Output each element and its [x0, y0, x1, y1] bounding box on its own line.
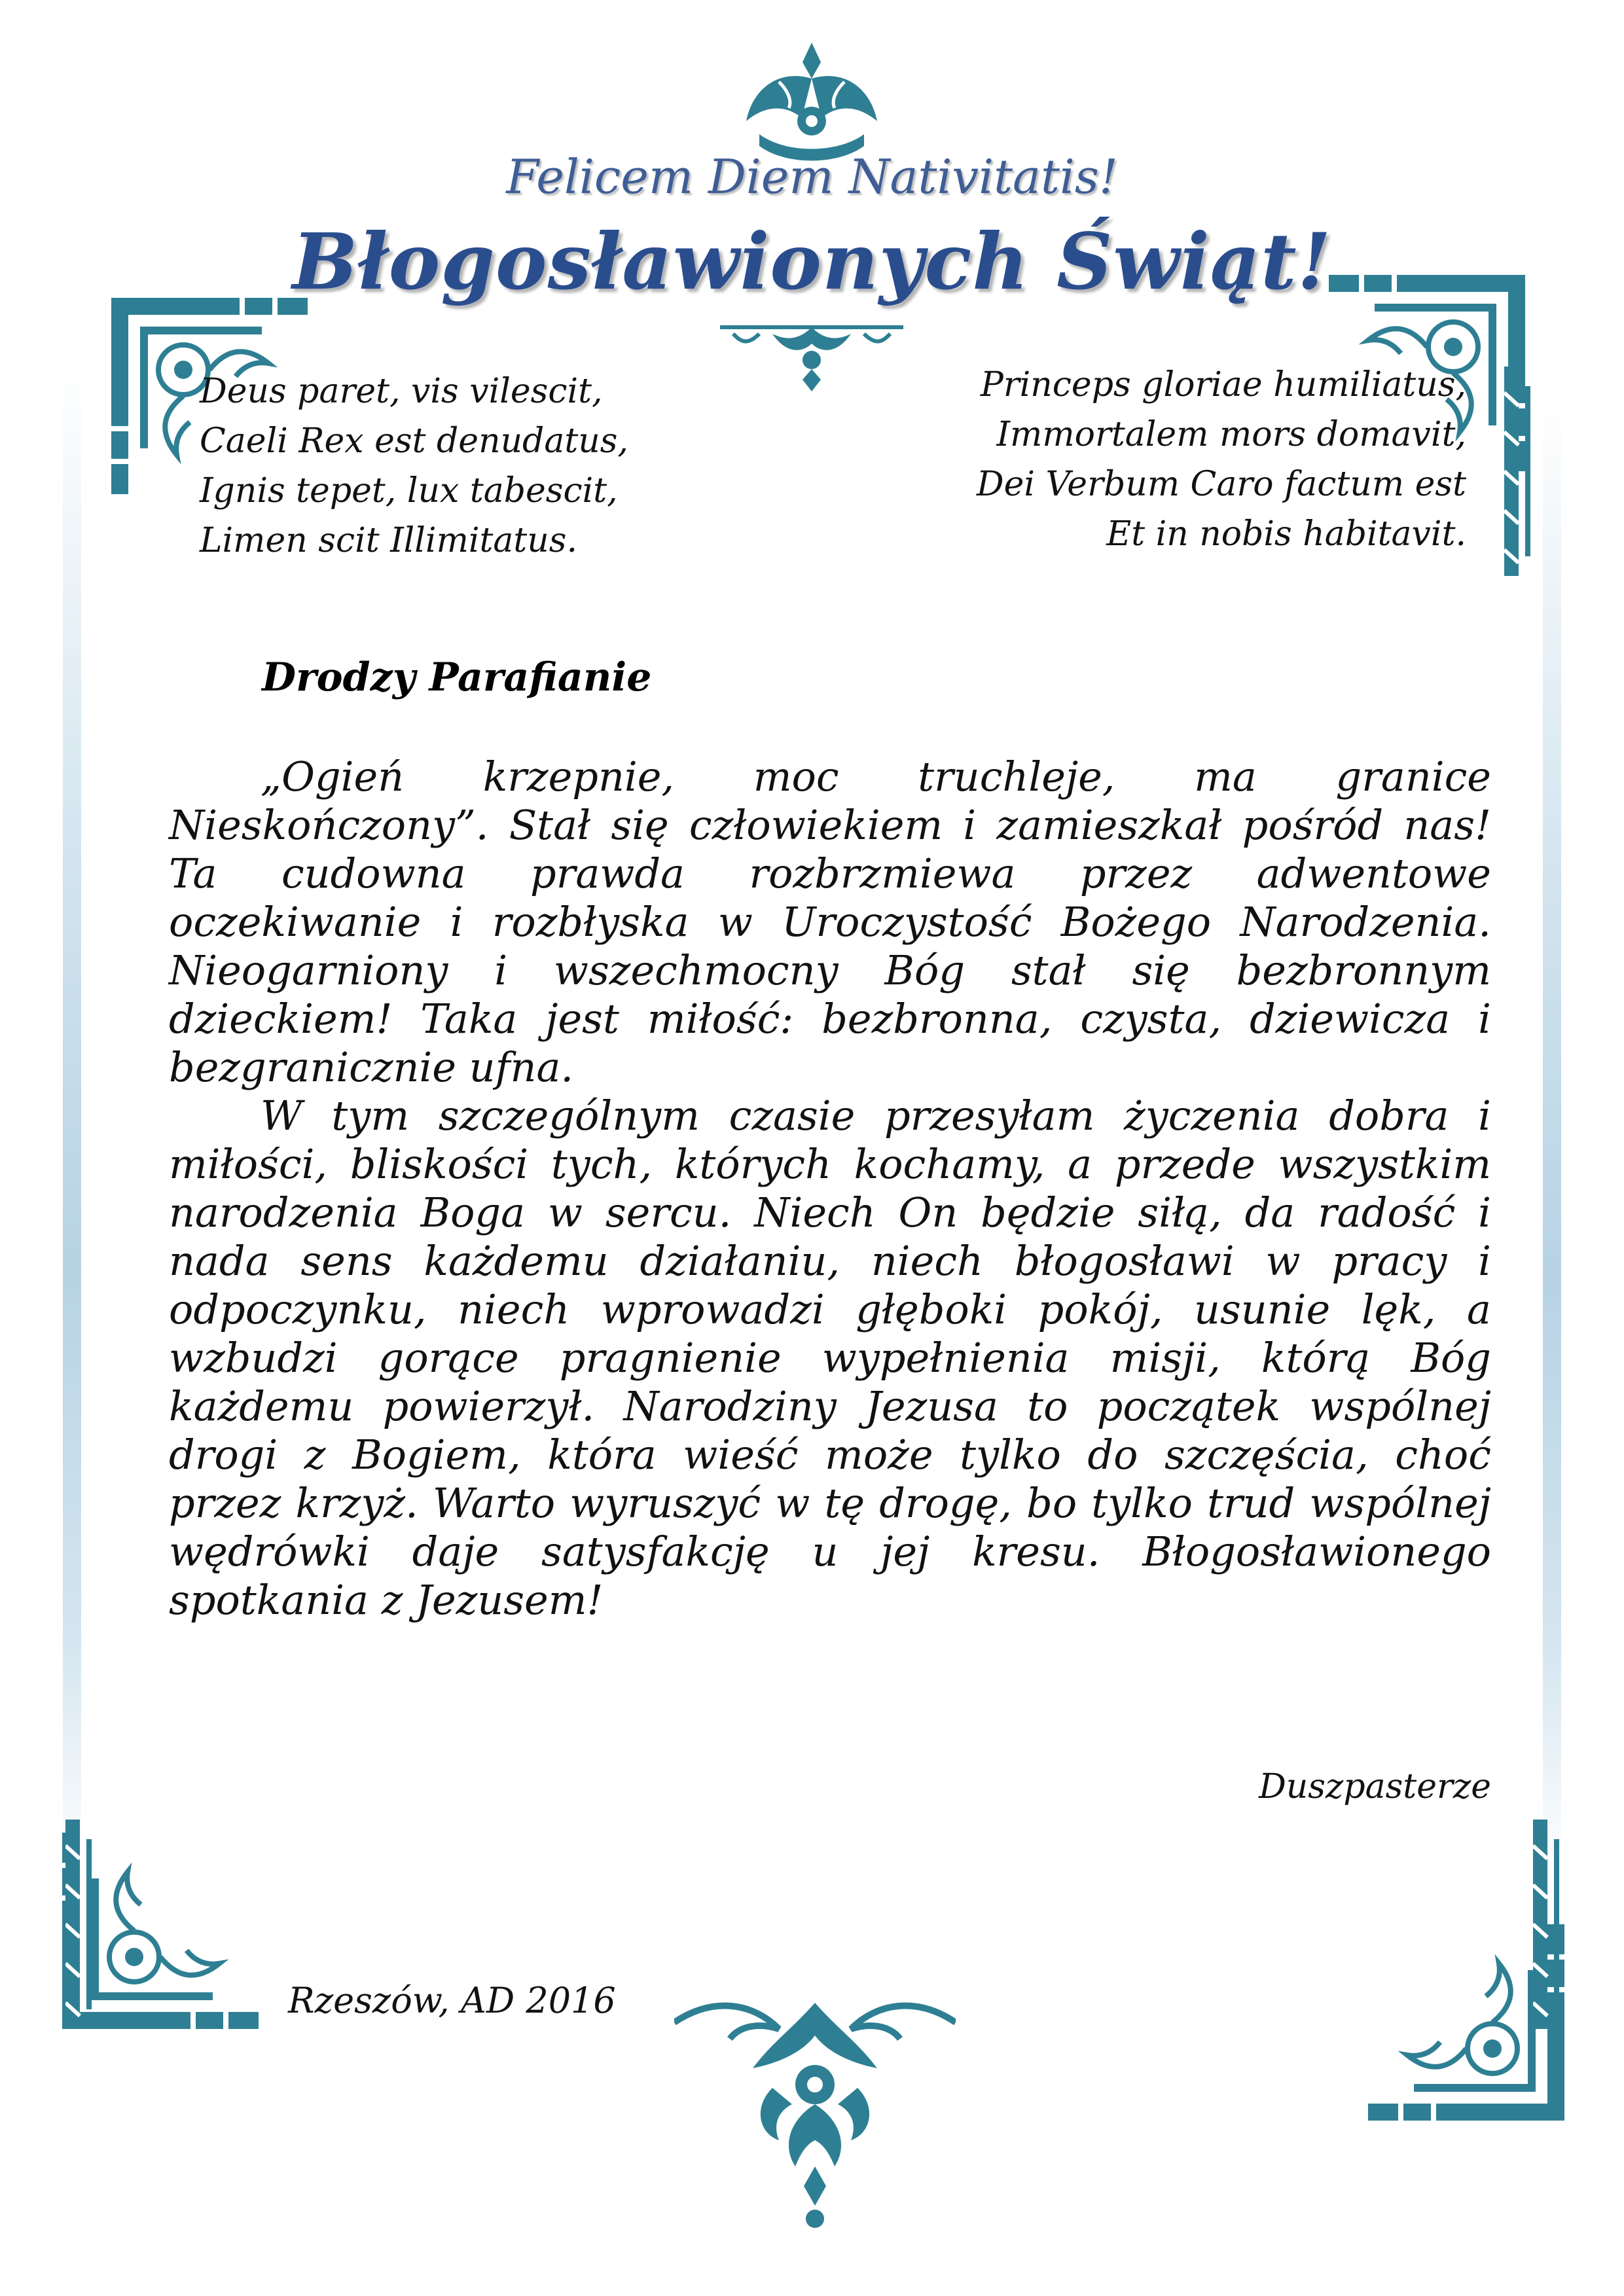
poem-left: [200, 367, 628, 565]
poem-line: Princeps gloriae humiliatus,: [980, 365, 1466, 404]
title-underline-ornament: [720, 314, 903, 393]
side-bar-ornament: [1533, 1820, 1562, 2036]
main-greeting-title: Błogosławionych Świąt!: [292, 216, 1332, 307]
letter-body: [169, 753, 1491, 1624]
letter-signature: Duszpasterze: [1259, 1767, 1491, 1806]
poem-line: Dei Verbum Caro factum est: [976, 465, 1466, 504]
place-date: Rzeszów, AD 2016: [288, 1980, 616, 2021]
latin-greeting-title: Felicem Diem Nativitatis!: [506, 149, 1118, 204]
letter-paragraph: „Ogień krzepnie, moc truchleje, ma granice Nieskończony”. Stał się człowiekiem i zamieszkał pośród nas! Ta cudowna prawda rozbrzmiewa przez adwentowe oczekiwanie i rozbłyska w Uroczystość Bożego Narodzenia. Nieogarniony i wszechmocny Bóg stał się bezbronnym dzieckiem! Taka jest miłość: bezbronna, czysta, dziewicza i bezgranicznie ufna.: [169, 753, 1491, 1091]
frame-right-bar: [1543, 393, 1561, 1872]
side-bar-ornament: [1504, 367, 1533, 583]
poem-line: Immortalem mors domavit,: [996, 415, 1466, 454]
poem-line: Limen scit Illimitatus.: [200, 521, 578, 560]
poem-line: Et in nobis habitavit.: [1106, 514, 1466, 554]
poem-line: Deus paret, vis vilescit,: [200, 372, 603, 411]
letter-paragraph: W tym szczególnym czasie przesyłam życzenia dobra i miłości, bliskości tych, których kochamy, a przede wszystkim narodzenia Boga w sercu. Niech On będzie siłą, da radość i nada sens każdemu działaniu, niech błogosławi w pracy i odpoczynku, niech wprowadzi głęboki pokój, usunie lęk, a wzbudzi gorące pragnienie wypełnienia misji, którą Bóg każdemu powierzył. Narodziny Jezusa to początek wspólnej drogi z Bogiem, która wieść może tylko do szczęścia, choć przez krzyż. Warto wyruszyć w tę drogę, bo tylko trud wspólnej wędrówki daje satysfakcję u jej kresu. Błogosławionego spotkania z Jezusem!: [169, 1092, 1491, 1624]
poem-line: Caeli Rex est denudatus,: [200, 422, 628, 461]
poem-line: Ignis tepet, lux tabescit,: [200, 471, 618, 511]
bottom-flourish-ornament: [674, 1990, 956, 2238]
letter-salutation: Drodzy Parafianie: [262, 655, 652, 700]
poem-right: [975, 360, 1466, 559]
side-bar-ornament: [65, 1820, 94, 2036]
frame-left-bar: [63, 367, 81, 1872]
